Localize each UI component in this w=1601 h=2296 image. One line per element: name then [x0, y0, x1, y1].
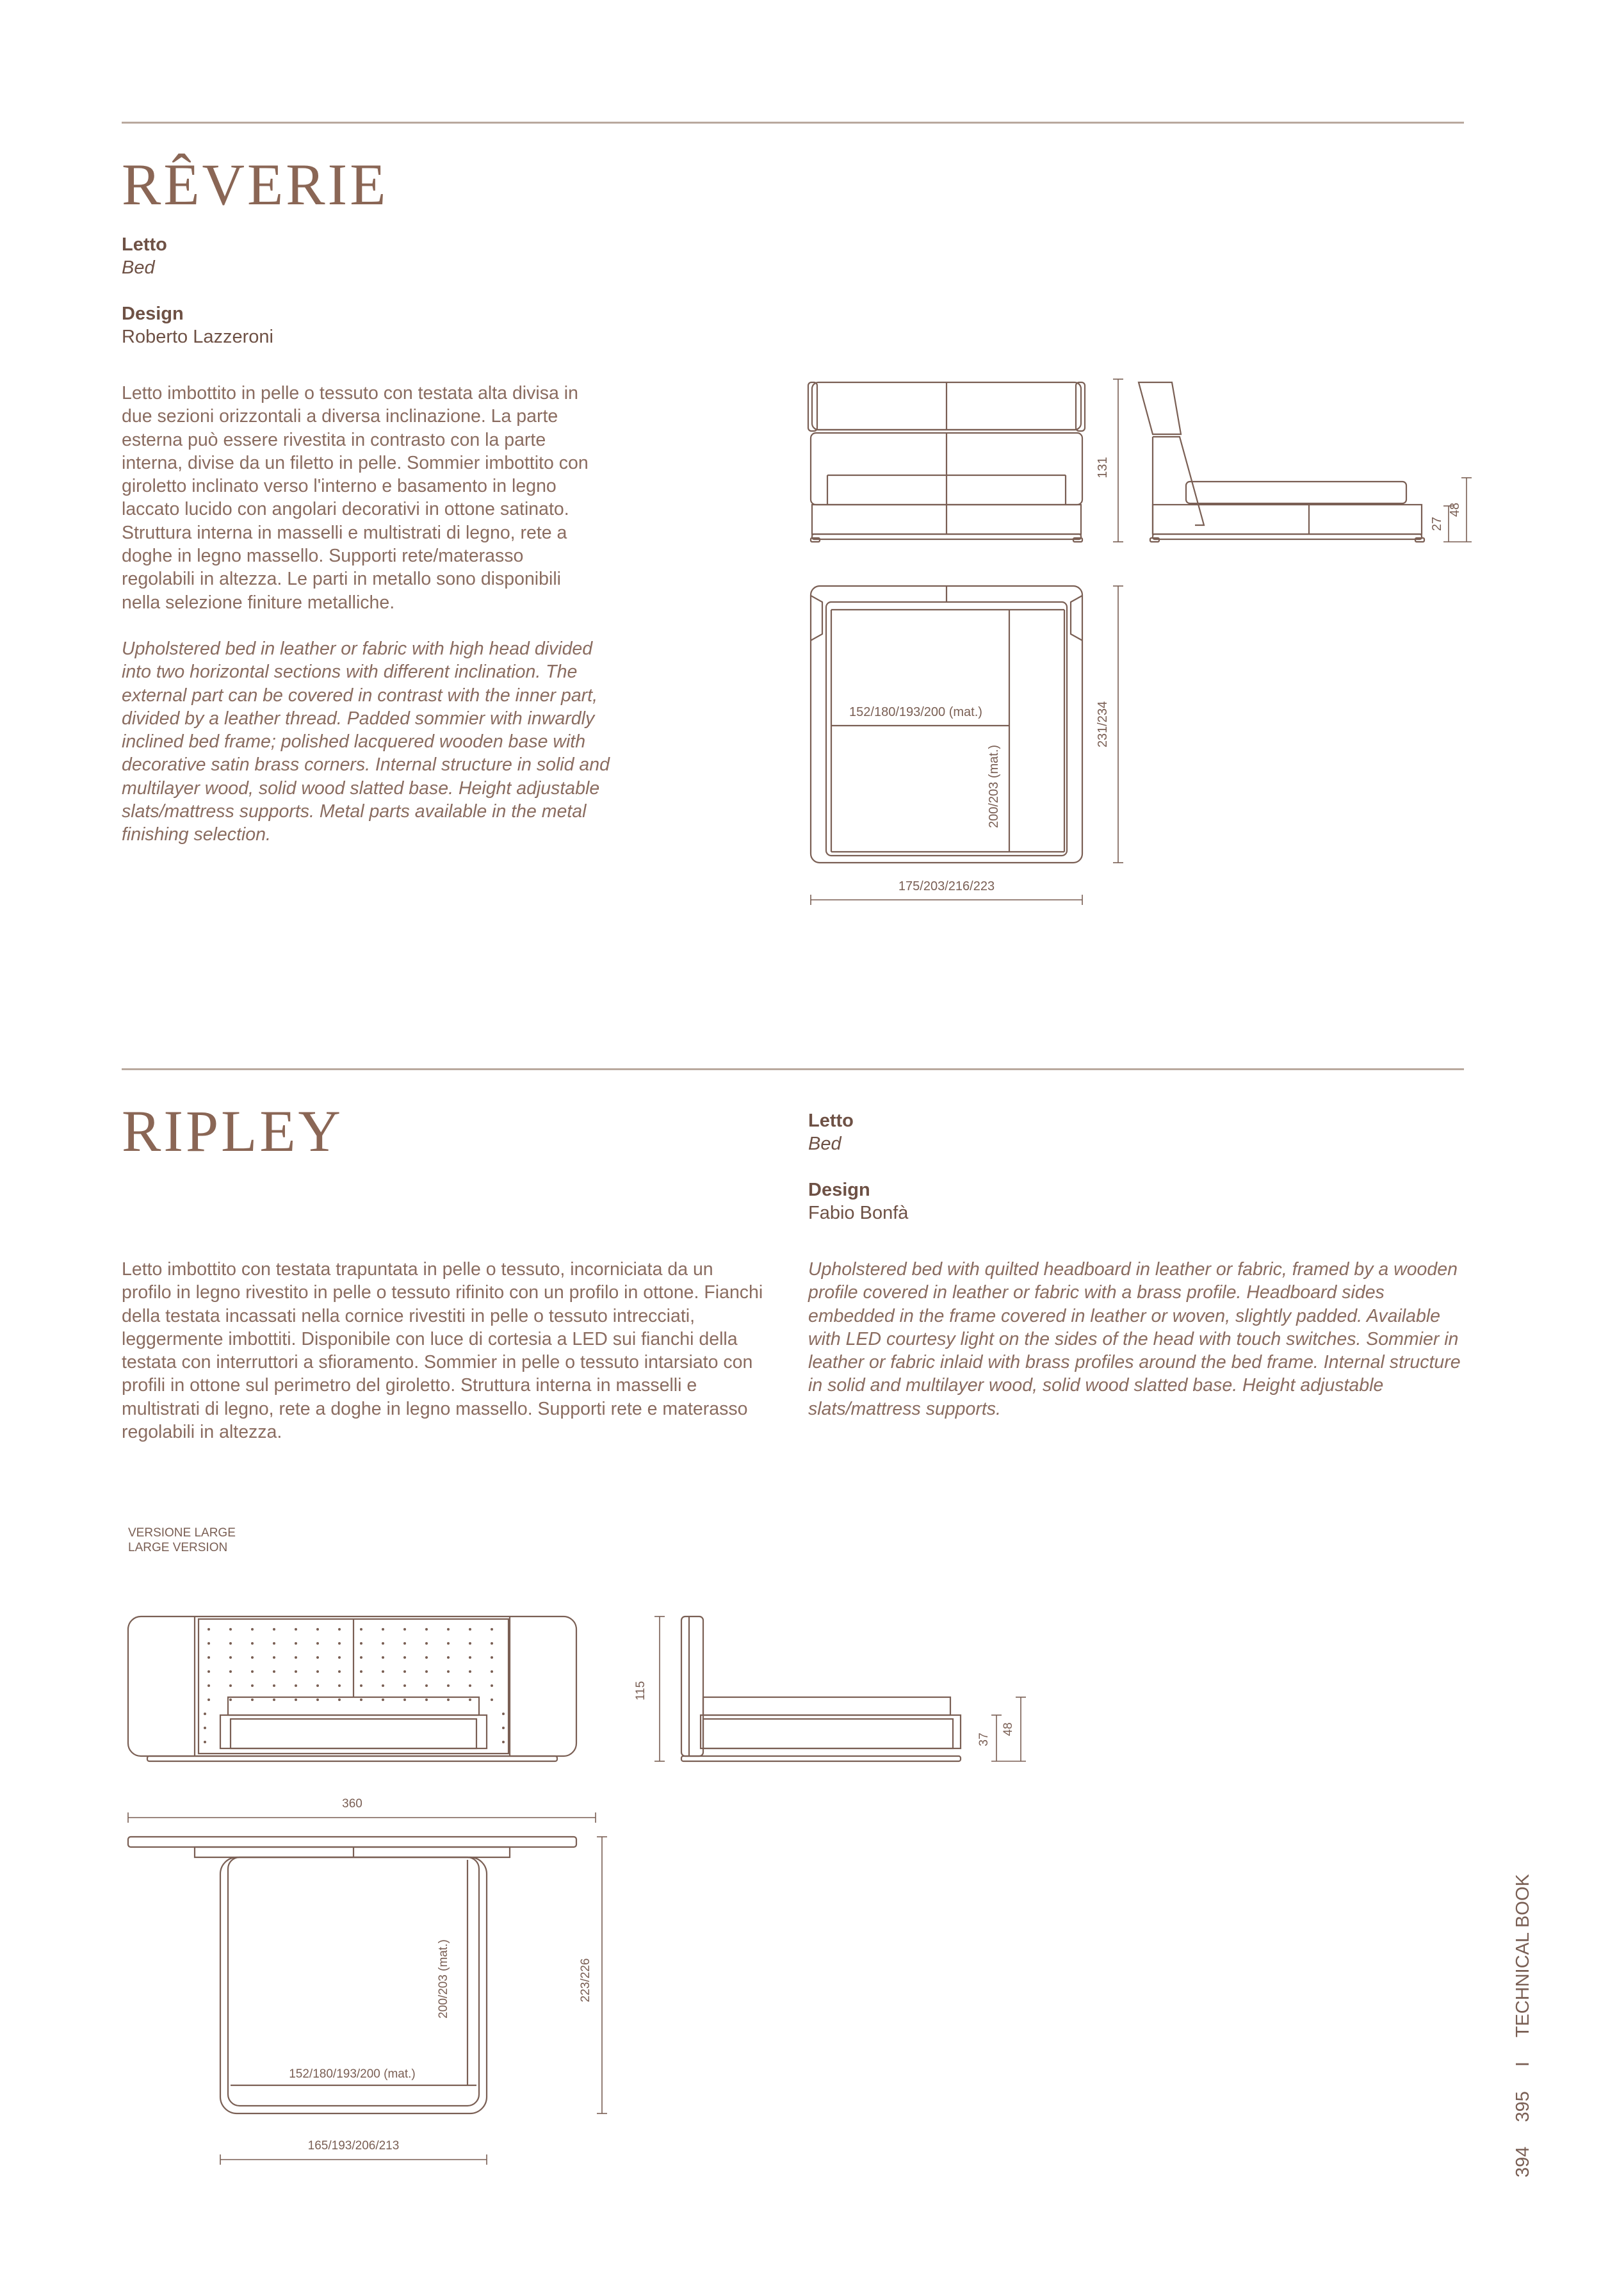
ripley-design [808, 1178, 908, 1225]
quilt-dot [469, 1698, 471, 1701]
reverie-dim-height: 131 [1096, 457, 1110, 478]
ripley-dim-overall-width: 165/193/206/213 [307, 2139, 400, 2153]
quilt-dot [382, 1656, 384, 1659]
ripley-version-en: LARGE VERSION [128, 1541, 228, 1554]
quilt-dot [316, 1628, 319, 1631]
quilt-dot [229, 1656, 232, 1659]
quilt-dot [273, 1670, 275, 1673]
quilt-dot [204, 1727, 206, 1729]
reverie-dim-mattress-length: 200/203 (mat.) [987, 744, 1001, 829]
quilt-dot [469, 1684, 471, 1687]
quilt-dot [447, 1670, 450, 1673]
quilt-dot [491, 1670, 493, 1673]
quilt-dot [382, 1698, 384, 1701]
quilt-dot [251, 1698, 254, 1701]
reverie-top-rule [122, 122, 1464, 124]
quilt-dot [338, 1656, 341, 1659]
quilt-dot [491, 1698, 493, 1701]
quilt-dot [295, 1656, 297, 1659]
reverie-dim-bed-height: 48 [1448, 502, 1462, 517]
quilt-dot [491, 1628, 493, 1631]
reverie-description-it: Letto imbottito in pelle o tessuto con testata alta divisa in due sezioni orizzontali a diversa inclinazione. La parte esterna può essere rivestita in contrasto con la parte interna, divise da un filetto in pelle. Sommier imbottito con giroletto inclinato verso l'interno e basamento in legno laccato lucido con angolari decorativi in ottone satinato. Struttura interna in masselli e multistrati di legno, rete a doghe in legno massello. Supporti rete/materasso regolabili in altezza. Le parti in metallo sono disponibili nella selezione finiture metalliche. [122, 383, 589, 613]
ripley-dim-overall-length: 223/226 [579, 1958, 592, 2003]
quilt-dot [338, 1684, 341, 1687]
quilt-dot [360, 1684, 362, 1687]
quilt-dot [502, 1727, 505, 1729]
ripley-category [808, 1109, 854, 1155]
quilt-dot [447, 1642, 450, 1645]
quilt-dot [251, 1642, 254, 1645]
ripley-side-view [681, 1616, 961, 1761]
quilt-dot [382, 1670, 384, 1673]
quilt-dot [425, 1656, 428, 1659]
quilt-dot [207, 1698, 210, 1701]
quilt-dot [360, 1698, 362, 1701]
quilt-dot [207, 1642, 210, 1645]
page-footer [1506, 1857, 1540, 2178]
ripley-dim-bed-height: 48 [1002, 1722, 1015, 1736]
quilt-dot [295, 1698, 297, 1701]
ripley-dim-frame-height: 37 [977, 1732, 991, 1746]
quilt-dot [425, 1642, 428, 1645]
quilt-dot [251, 1656, 254, 1659]
reverie-dimension-lines [811, 379, 1472, 905]
reverie-dim-frame-height: 27 [1430, 516, 1444, 532]
ripley-category-it: Letto [808, 1111, 854, 1131]
ripley-dim-mattress-width: 152/180/193/200 (mat.) [289, 2067, 416, 2081]
quilt-dot [251, 1628, 254, 1631]
quilt-dot [425, 1698, 428, 1701]
footer-separator: I [1513, 2061, 1533, 2067]
quilt-dot [447, 1656, 450, 1659]
ripley-dim-headboard-width: 360 [342, 1797, 362, 1811]
quilt-dot [469, 1670, 471, 1673]
quilt-dot [273, 1628, 275, 1631]
reverie-dim-overall-length: 231/234 [1096, 701, 1110, 748]
ripley-dimension-lines [128, 1616, 1026, 2165]
reverie-top-view [811, 586, 1082, 863]
quilt-dot [229, 1642, 232, 1645]
quilt-dot [447, 1684, 450, 1687]
quilt-dot [469, 1628, 471, 1631]
ripley-category-en: Bed [808, 1134, 841, 1154]
quilt-dot [360, 1628, 362, 1631]
reverie-category-it: Letto [122, 234, 167, 255]
quilt-dot [425, 1670, 428, 1673]
ripley-version-label [128, 1526, 236, 1555]
ripley-top-rule [122, 1068, 1464, 1070]
quilt-dot [316, 1684, 319, 1687]
quilt-dot [425, 1684, 428, 1687]
quilt-dot [204, 1741, 206, 1743]
quilt-dot [295, 1670, 297, 1673]
reverie-description-en: Upholstered bed in leather or fabric with high head divided into two horizontal sections with different inclination. The external part can be covered in contrast with the inner part, divided by a leather thread. Padded sommier with inwardly inclined bed frame; polished lacquered wooden base with decorative satin brass corners. Internal structure in solid and multilayer wood, solid wood slatted base. Height adjustable slats/mattress supports. Metal parts available in the metal finishing selection. [122, 639, 610, 845]
quilt-dot [251, 1670, 254, 1673]
quilt-dot [316, 1656, 319, 1659]
quilt-dot [469, 1656, 471, 1659]
quilt-dot [491, 1684, 493, 1687]
quilt-dot [273, 1684, 275, 1687]
reverie-design [122, 302, 273, 348]
quilt-dot [338, 1628, 341, 1631]
reverie-category [122, 233, 167, 279]
quilt-dot [338, 1642, 341, 1645]
quilt-dot [338, 1670, 341, 1673]
quilt-dot [382, 1628, 384, 1631]
quilt-dot [403, 1656, 406, 1659]
quilt-dot [403, 1642, 406, 1645]
ripley-version-it: VERSIONE LARGE [128, 1526, 236, 1540]
quilt-dot [360, 1642, 362, 1645]
quilt-dot [251, 1684, 254, 1687]
quilt-dot [273, 1656, 275, 1659]
quilt-dot [338, 1698, 341, 1701]
quilt-dot [295, 1684, 297, 1687]
reverie-title: RÊVERIE [122, 152, 389, 217]
reverie-front-view [808, 382, 1085, 542]
ripley-dim-height: 115 [634, 1681, 647, 1701]
quilt-dot [382, 1642, 384, 1645]
quilt-dot [316, 1670, 319, 1673]
quilt-dot [316, 1642, 319, 1645]
quilt-dot [382, 1684, 384, 1687]
quilt-dot [207, 1684, 210, 1687]
quilt-dot [229, 1628, 232, 1631]
page-number-left: 394 [1513, 2146, 1533, 2178]
ripley-headboard-quilting [204, 1628, 505, 1743]
ripley-description-en: Upholstered bed with quilted headboard in leather or fabric, framed by a wooden profile covered in leather or fabric with a brass profile. Headboard sides embedded in the frame covered in leather or woven, slightly padded. Available with LED courtesy light on the sides of the head with touch switches. Sommier in leather or fabric inlaid with brass profiles around the bed frame. Internal structure in solid and multilayer wood, solid wood slatted base. Height adjustable slats/mattress supports. [808, 1259, 1461, 1419]
reverie-side-view [1139, 382, 1424, 542]
quilt-dot [207, 1670, 210, 1673]
ripley-title: RIPLEY [122, 1098, 343, 1164]
ripley-description-it: Letto imbottito con testata trapuntata in pelle o tessuto, incorniciata da un profilo in legno rivestito in pelle o tessuto rifinito con un profilo in ottone. Fianchi della testata incassati nella cornice rivestiti in pelle o tessuto intrecciati, leggermente imbottiti. Disponibile con luce di cortesia a LED sui fianchi della testata con interruttori a sfioramento. Sommier in pelle o tessuto intarsiato con profili in ottone sul perimetro del giroletto. Struttura interna in masselli e multistrati di legno, rete a doghe in legno massello. Supporti rete e materasso regolabili in altezza. [122, 1259, 763, 1443]
ripley-front-view [128, 1616, 576, 1761]
quilt-dot [403, 1698, 406, 1701]
quilt-dot [207, 1656, 210, 1659]
ripley-dim-mattress-length: 200/203 (mat.) [437, 1939, 450, 2019]
quilt-dot [229, 1670, 232, 1673]
reverie-dim-overall-width: 175/203/216/223 [898, 879, 995, 893]
reverie-design-label: Design [122, 304, 184, 324]
quilt-dot [295, 1628, 297, 1631]
quilt-dot [502, 1741, 505, 1743]
ripley-top-view [128, 1837, 576, 2113]
quilt-dot [491, 1642, 493, 1645]
quilt-dot [229, 1698, 232, 1701]
quilt-dot [207, 1628, 210, 1631]
quilt-dot [295, 1642, 297, 1645]
quilt-dot [425, 1628, 428, 1631]
quilt-dot [447, 1698, 450, 1701]
book-title: TECHNICAL BOOK [1513, 1874, 1533, 2038]
quilt-dot [447, 1628, 450, 1631]
quilt-dot [316, 1698, 319, 1701]
reverie-dim-mattress-width: 152/180/193/200 (mat.) [849, 705, 982, 719]
quilt-dot [502, 1713, 505, 1715]
quilt-dot [273, 1698, 275, 1701]
quilt-dot [403, 1670, 406, 1673]
quilt-dot [469, 1642, 471, 1645]
ripley-design-label: Design [808, 1180, 870, 1200]
quilt-dot [229, 1684, 232, 1687]
quilt-dot [403, 1684, 406, 1687]
ripley-designer: Fabio Bonfà [808, 1203, 909, 1223]
quilt-dot [360, 1670, 362, 1673]
reverie-designer: Roberto Lazzeroni [122, 327, 273, 347]
quilt-dot [273, 1642, 275, 1645]
quilt-dot [403, 1628, 406, 1631]
quilt-dot [204, 1713, 206, 1715]
quilt-dot [491, 1656, 493, 1659]
page-number-right: 395 [1513, 2091, 1533, 2122]
quilt-dot [360, 1656, 362, 1659]
reverie-category-en: Bed [122, 257, 155, 278]
